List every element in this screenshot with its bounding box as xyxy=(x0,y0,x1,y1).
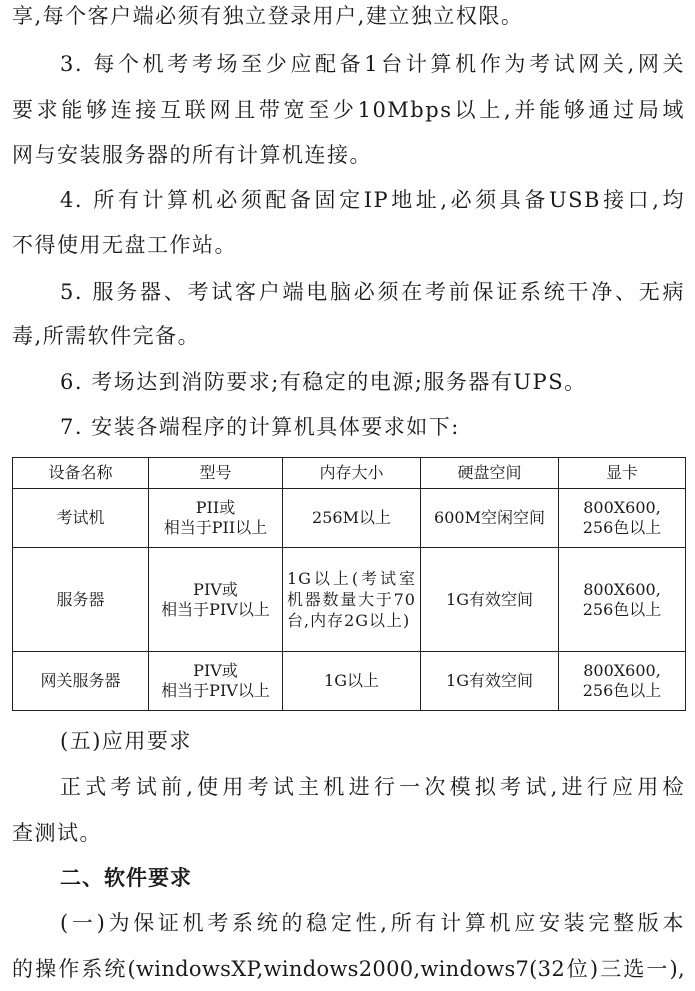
gpu-cell xyxy=(559,652,686,711)
disk-cell: 1G有效空间 xyxy=(421,548,559,652)
paragraph-line: 6. 考场达到消防要求;有稳定的电源;服务器有UPS。 xyxy=(60,370,587,394)
model-cell xyxy=(149,652,283,711)
paragraph-line: 享,每个客户端必须有独立登录用户,建立独立权限。 xyxy=(12,4,524,28)
table-row xyxy=(13,489,686,548)
hardware-requirements-table xyxy=(12,457,686,711)
column-header: 型号 xyxy=(149,458,283,489)
model-line: 相当于PIV以上 xyxy=(161,681,270,700)
paragraph-line: (一)为保证机考系统的稳定性,所有计算机应安装完整版本 xyxy=(60,911,685,935)
paragraph-line: 3. 每个机考考场至少应配备1台计算机作为考试网关,网关 xyxy=(60,52,685,76)
device-name-cell: 服务器 xyxy=(13,548,149,652)
paragraph-line: 要求能够连接互联网且带宽至少10Mbps以上,并能够通过局域 xyxy=(12,98,685,122)
gpu-line: 800X600, xyxy=(583,579,661,599)
paragraph-line: 5. 服务器、考试客户端电脑必须在考前保证系统干净、无病 xyxy=(60,280,685,304)
model-line: 相当于PIV以上 xyxy=(161,599,270,619)
gpu-line: 800X600, xyxy=(583,498,661,517)
model-line: 相当于PII以上 xyxy=(163,518,268,537)
section-heading: 二、软件要求 xyxy=(60,866,192,890)
gpu-cell xyxy=(559,489,686,548)
gpu-line: 256色以上 xyxy=(582,599,662,619)
model-line: PII或 xyxy=(195,498,236,517)
model-line: PIV或 xyxy=(193,661,238,680)
column-header: 硬盘空间 xyxy=(421,458,559,489)
column-header: 内存大小 xyxy=(283,458,421,489)
disk-cell: 600M空闲空间 xyxy=(421,489,559,548)
gpu-line: 800X600, xyxy=(583,661,661,680)
paragraph-line: 4. 所有计算机必须配备固定IP地址,必须具备USB接口,均 xyxy=(60,188,685,212)
gpu-line: 256色以上 xyxy=(582,518,662,537)
paragraph-line: 的操作系统(windowsXP,windows2000,windows7(32位)三选一), xyxy=(12,957,685,981)
paragraph-line: 不得使用无盘工作站。 xyxy=(12,233,237,257)
paragraph-line: 正式考试前,使用考试主机进行一次模拟考试,进行应用检 xyxy=(60,775,685,799)
paragraph-line: 查测试。 xyxy=(12,821,102,845)
model-cell xyxy=(149,548,283,652)
model-line: PIV或 xyxy=(193,579,238,599)
table-row xyxy=(13,652,686,711)
section-heading: (五)应用要求 xyxy=(60,729,192,753)
column-header: 显卡 xyxy=(559,458,686,489)
device-name-cell: 考试机 xyxy=(13,489,149,548)
disk-cell: 1G有效空间 xyxy=(421,652,559,711)
gpu-cell xyxy=(559,548,686,652)
device-name-cell: 网关服务器 xyxy=(13,652,149,711)
paragraph-line: 7. 安装各端程序的计算机具体要求如下: xyxy=(60,415,460,439)
paragraph-line: 毒,所需软件完备。 xyxy=(12,324,201,348)
table-header-row xyxy=(13,458,686,489)
memory-cell: 256M以上 xyxy=(283,489,421,548)
paragraph-line: 网与安装服务器的所有计算机连接。 xyxy=(12,143,372,167)
column-header: 设备名称 xyxy=(13,458,149,489)
gpu-line: 256色以上 xyxy=(582,681,662,700)
table-row xyxy=(13,548,686,652)
memory-cell: 1G以上 xyxy=(283,652,421,711)
model-cell xyxy=(149,489,283,548)
memory-cell: 1G以上(考试室机器数量大于70台,内存2G以上) xyxy=(283,548,421,652)
